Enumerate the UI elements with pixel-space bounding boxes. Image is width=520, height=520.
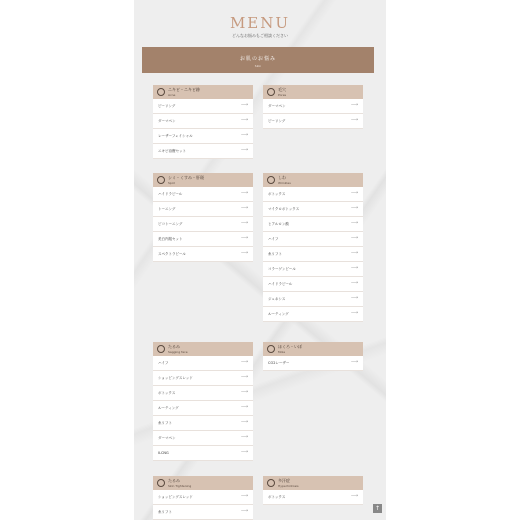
arrow-icon: ⟶: [240, 493, 248, 499]
menu-item-label: 糸リフト: [158, 421, 172, 425]
spot-icon: [157, 176, 165, 184]
arrow-icon: ⟶: [350, 295, 358, 301]
menu-item[interactable]: [263, 217, 363, 232]
menu-item-label: コラーゲンピール: [268, 267, 296, 271]
arrow-icon: ⟶: [240, 102, 248, 108]
banner-title: お肌のお悩み: [239, 56, 276, 62]
arrow-icon: ⟶: [350, 235, 358, 241]
category-card: [153, 173, 253, 262]
category-card: [153, 85, 253, 159]
category-english-name: Sagging face: [168, 350, 188, 354]
menu-item-label: 糸リフト: [268, 252, 282, 256]
arrow-icon: ⟶: [350, 190, 358, 196]
menu-item-label: ショッピングスレッド: [158, 376, 193, 380]
arrow-icon: ⟶: [240, 190, 248, 196]
arrow-icon: ⟶: [350, 250, 358, 256]
category-english-name: Acne: [168, 93, 176, 97]
menu-item[interactable]: [263, 356, 363, 371]
menu-item-label: ボトックス: [158, 391, 176, 395]
menu-item-label: ハイドラピール: [268, 282, 293, 286]
menu-item-label: ヒアルロン酸: [268, 222, 289, 226]
menu-item-label: Ⅱ-CNG: [158, 451, 169, 455]
menu-item[interactable]: [153, 490, 253, 505]
page-title: MENU: [229, 14, 291, 32]
menu-item-label: ピーリング: [158, 104, 176, 108]
arrow-icon: ⟶: [350, 280, 358, 286]
arrow-icon: ⟶: [240, 132, 248, 138]
arrow-icon: ⟶: [350, 220, 358, 226]
menu-item[interactable]: [263, 247, 363, 262]
category-card: [263, 342, 363, 371]
menu-item[interactable]: [153, 114, 253, 129]
menu-item[interactable]: [153, 129, 253, 144]
menu-item[interactable]: [263, 232, 363, 247]
category-name: シミ・くすみ・肝斑: [168, 175, 204, 180]
menu-item[interactable]: [263, 202, 363, 217]
menu-item-label: ピーリング: [268, 119, 286, 123]
category-name: たるみ: [168, 344, 180, 349]
category-card: [263, 85, 363, 129]
menu-item-label: 糸リフト: [158, 510, 172, 514]
menu-item[interactable]: [153, 416, 253, 431]
category-card: [153, 342, 253, 461]
category-header: [263, 85, 363, 99]
menu-item-label: ハイフ: [158, 361, 169, 365]
menu-item[interactable]: [263, 292, 363, 307]
menu-item[interactable]: [153, 187, 253, 202]
arrow-icon: ⟶: [240, 220, 248, 226]
category-english-name: Spot: [168, 181, 175, 185]
arrow-icon: ⟶: [240, 434, 248, 440]
menu-item-label: ピコトーニング: [158, 222, 183, 226]
category-english-name: Wrinkles: [278, 181, 291, 185]
menu-item[interactable]: [263, 99, 363, 114]
menu-item-label: ハイフ: [268, 237, 279, 241]
menu-item-label: ダーマペン: [268, 104, 286, 108]
wrinkle-icon: [267, 176, 275, 184]
arrow-icon: ⟶: [350, 117, 358, 123]
menu-item-label: ダーマペン: [158, 436, 176, 440]
arrow-icon: ⟶: [350, 205, 358, 211]
banner-subtitle: Skin: [254, 64, 262, 68]
arrow-icon: ⟶: [240, 117, 248, 123]
menu-item-label: スペクトラピール: [158, 252, 186, 256]
menu-item[interactable]: [263, 114, 363, 129]
page-background: [134, 0, 386, 520]
menu-item[interactable]: [153, 371, 253, 386]
category-name: ほくろ・いぼ: [278, 344, 302, 349]
category-header: [263, 476, 363, 490]
arrow-icon: ⟶: [240, 147, 248, 153]
arrow-icon: ⟶: [350, 359, 358, 365]
category-card: [153, 476, 253, 520]
mole-icon: [267, 345, 275, 353]
arrow-icon: ⟶: [350, 310, 358, 316]
category-header: [263, 173, 363, 187]
menu-item[interactable]: [153, 217, 253, 232]
menu-item-label: ハイドラピール: [158, 192, 183, 196]
category-name: ニキビ・ニキビ跡: [168, 87, 200, 92]
category-header: [153, 342, 253, 356]
category-english-name: Mole: [278, 350, 286, 354]
category-name: たるみ: [168, 478, 180, 483]
menu-item-label: ルーティング: [268, 312, 289, 316]
pores-icon: [267, 88, 275, 96]
menu-item[interactable]: [153, 247, 253, 262]
category-name: しわ: [278, 175, 286, 180]
arrow-icon: ⟶: [240, 449, 248, 455]
menu-item-label: CO2レーザー: [268, 361, 290, 365]
menu-item[interactable]: [153, 202, 253, 217]
category-card: [263, 476, 363, 505]
menu-item[interactable]: [153, 431, 253, 446]
arrow-icon: ⟶: [240, 404, 248, 410]
menu-item[interactable]: [263, 490, 363, 505]
menu-item-label: マイクロボトックス: [268, 207, 300, 211]
menu-item[interactable]: [153, 144, 253, 159]
arrow-icon: ⟶: [240, 205, 248, 211]
category-header: [153, 85, 253, 99]
menu-item[interactable]: [153, 356, 253, 371]
menu-item[interactable]: [263, 187, 363, 202]
category-name: 多汗症: [278, 478, 290, 483]
arrow-icon: ⟶: [240, 389, 248, 395]
menu-item[interactable]: [153, 99, 253, 114]
arrow-icon: ⟶: [240, 419, 248, 425]
page-subtitle: どんなお悩みもご相談ください: [232, 33, 288, 38]
menu-item-label: ジェネシス: [268, 297, 286, 301]
arrow-icon: ⟶: [240, 508, 248, 514]
arrow-icon: ⟶: [240, 235, 248, 241]
category-header: [263, 342, 363, 356]
menu-item-label: ボトックス: [268, 192, 286, 196]
menu-item-label: ボトックス: [268, 495, 286, 499]
menu-item[interactable]: [153, 505, 253, 520]
menu-item[interactable]: [153, 232, 253, 247]
menu-item-label: ショッピングスレッド: [158, 495, 193, 499]
section-banner: [142, 47, 374, 73]
back-to-top-button[interactable]: ↑: [374, 505, 381, 512]
category-english-name: Pores: [278, 93, 287, 97]
menu-item[interactable]: [263, 262, 363, 277]
tightening-icon: [157, 479, 165, 487]
menu-item[interactable]: [153, 446, 253, 461]
arrow-icon: ⟶: [350, 265, 358, 271]
arrow-icon: ⟶: [240, 250, 248, 256]
arrow-icon: ⟶: [240, 374, 248, 380]
category-name: 毛穴: [278, 87, 286, 92]
sagging-icon: [157, 345, 165, 353]
category-english-name: Skin Tightening: [168, 484, 192, 488]
sweat-icon: [267, 479, 275, 487]
menu-item-label: ニキビ治療セット: [158, 149, 186, 153]
category-header: [153, 476, 253, 490]
menu-item[interactable]: [263, 277, 363, 292]
arrow-icon: ⟶: [240, 359, 248, 365]
menu-item[interactable]: [153, 401, 253, 416]
menu-item[interactable]: [263, 307, 363, 322]
menu-item-label: ルーティング: [158, 406, 179, 410]
arrow-icon: ⟶: [350, 102, 358, 108]
acne-icon: [157, 88, 165, 96]
category-header: [153, 173, 253, 187]
menu-item-label: 美白内服セット: [158, 237, 183, 241]
category-english-name: Hyperhidrosis: [278, 484, 299, 488]
category-card: [263, 173, 363, 322]
menu-item-label: レーザーフェイシャル: [158, 134, 193, 138]
arrow-icon: ⟶: [350, 493, 358, 499]
menu-item-label: ダーマペン: [158, 119, 176, 123]
menu-item[interactable]: [153, 386, 253, 401]
menu-item-label: トーニング: [158, 207, 176, 211]
